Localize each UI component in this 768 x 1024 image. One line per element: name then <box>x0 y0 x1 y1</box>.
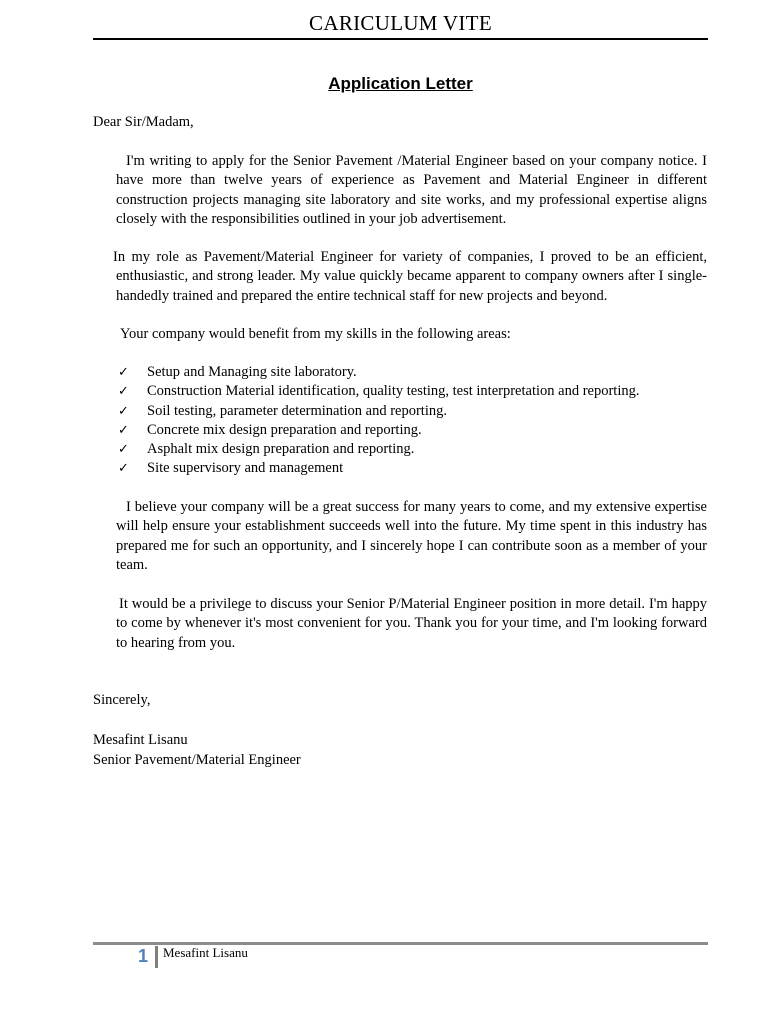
list-item: ✓ Setup and Managing site laboratory. <box>118 363 639 382</box>
page-number: 1 <box>138 946 149 966</box>
salutation: Dear Sir/Madam, <box>93 114 194 130</box>
signer-name: Mesafint Lisanu <box>93 732 188 748</box>
page-header <box>93 10 708 40</box>
signature-block <box>93 730 301 770</box>
paragraph-role: In my role as Pavement/Material Engineer for variety of companies, I proved to be an efficient, enthusiastic, and strong leader. My value quickly became apparent to company owners after I single-handedly trained and prepared the entire technical staff for new projects and beyond. <box>113 249 707 304</box>
skills-list <box>118 363 639 479</box>
footer-name: Mesafint Lisanu <box>163 945 248 960</box>
checkmark-icon: ✓ <box>118 403 129 419</box>
closing: Sincerely, <box>93 692 151 708</box>
checkmark-icon: ✓ <box>118 365 129 380</box>
list-item: ✓ Concrete mix design preparation and reporting. <box>118 421 639 440</box>
signer-title: Senior Pavement/Material Engineer <box>93 752 301 768</box>
document-title: CARICULUM VITE <box>309 11 492 35</box>
paragraph-skills-intro: Your company would benefit from my skills in the following areas: <box>120 326 511 342</box>
checkmark-icon: ✓ <box>118 384 129 400</box>
list-item: ✓ Asphalt mix design preparation and reporting. <box>118 440 639 459</box>
page-number-separator <box>155 946 158 968</box>
paragraph-closing: It would be a privilege to discuss your Senior P/Material Engineer position in more detail. I'm happy to come by whenever it's most convenient for you. Thank you for your time, and I'm looking forward to hearing from you. <box>116 596 707 651</box>
checkmark-icon: ✓ <box>118 442 129 458</box>
checkmark-icon: ✓ <box>118 422 129 438</box>
letter-title: Application Letter <box>328 74 473 93</box>
list-item: ✓ Site supervisory and management <box>118 459 639 478</box>
checkmark-icon: ✓ <box>118 461 129 477</box>
paragraph-intro: I'm writing to apply for the Senior Pavement /Material Engineer based on your company notice. I have more than twelve years of experience as Pavement and Material Engineer in different construction projects managing site laboratory and site works, and my professional expertise aligns closely with the responsibilities outlined in your job advertisement. <box>116 153 707 227</box>
list-item: ✓ Soil testing, parameter determination and reporting. <box>118 402 639 421</box>
paragraph-success: I believe your company will be a great success for many years to come, and my extensive expertise will help ensure your establishment succeeds well into the future. My time spent in this industry has prepared me for such an opportunity, and I sincerely hope I can contribute soon as a member of your team. <box>116 499 707 573</box>
list-item: ✓ Construction Material identification, quality testing, test interpretation and reporting. <box>118 382 639 401</box>
